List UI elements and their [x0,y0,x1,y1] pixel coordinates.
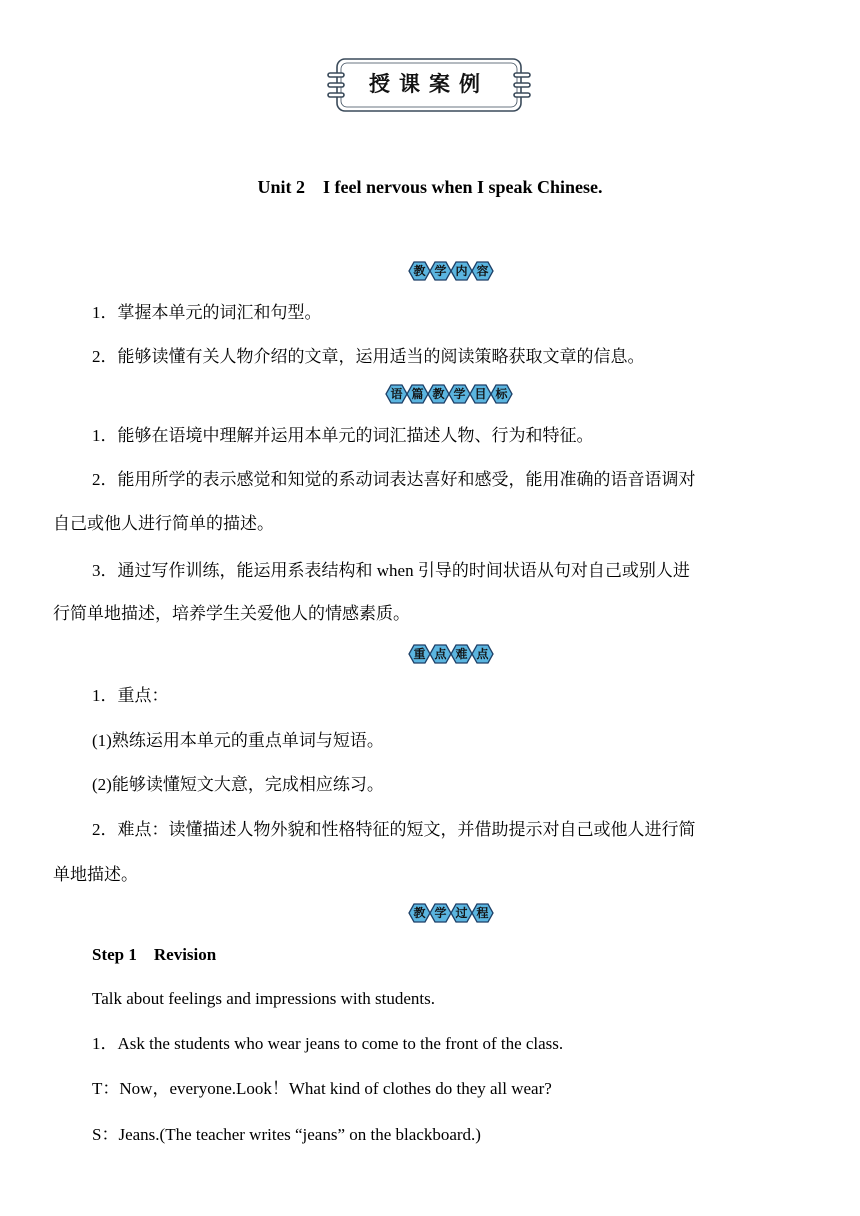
hexagon-label-char [427,384,450,404]
process-line-2: 1．Ask the students who wear jeans to come to the front of the class. [92,1034,564,1053]
process-line-3: T：Now，everyone.Look！What kind of clothes do they all wear? [92,1079,552,1098]
section-label-process-row [408,903,492,925]
hexagon-char: 学 [434,906,447,920]
hexagon-char: 过 [455,906,468,920]
hexagon-char: 教 [413,264,426,278]
hexagon-label-char [469,384,492,404]
section-label-goals-row [385,384,511,406]
header-badge [323,56,535,114]
hexagon-label-char [408,903,431,923]
hexagon-char: 教 [413,906,426,920]
hexagon-label-char [450,261,473,281]
hexagon-label-char [408,644,431,664]
hexagon-label-char [471,903,494,923]
hexagon-char: 点 [476,647,489,661]
key-point-1a: (1)熟练运用本单元的重点单词与短语。 [92,731,384,750]
hexagon-label-char [429,644,452,664]
content-item-2: 2．能够读懂有关人物介绍的文章，运用适当的阅读策略获取文章的信息。 [92,347,645,366]
hexagon-label-char [448,384,471,404]
process-line-1: Talk about feelings and impressions with students. [92,989,436,1008]
hexagon-char: 语 [390,387,403,401]
goal-item-3-line-1: 3．通过写作训练，能运用系表结构和 when 引导的时间状语从句对自己或别人进 [92,561,690,580]
hexagon-label-char [450,903,473,923]
hexagon-label-char [406,384,429,404]
hexagon-char: 内 [455,264,468,278]
content-item-1: 1．掌握本单元的词汇和句型。 [92,303,322,322]
section-label-content [408,261,492,283]
hexagon-char: 教 [432,387,445,401]
hexagon-label-char [429,903,452,923]
hexagon-char: 篇 [411,387,424,401]
process-line-4: S：Jeans.(The teacher writes “jeans” on the blackboard.) [92,1125,481,1144]
hexagon-label-char [471,644,494,664]
hexagon-char: 难 [455,647,468,661]
hexagon-char: 标 [495,387,508,401]
step-1-title: Step 1 Revision [92,945,217,964]
section-label-key-points-row [408,644,492,666]
hexagon-char: 重 [413,647,426,661]
hexagon-char: 学 [453,387,466,401]
hexagon-label-char [385,384,408,404]
goal-item-1: 1．能够在语境中理解并运用本单元的词汇描述人物、行为和特征。 [92,426,594,445]
hexagon-label-char [408,261,431,281]
hexagon-label-char [490,384,513,404]
key-point-1b: (2)能够读懂短文大意，完成相应练习。 [92,775,384,794]
section-label-goals [385,384,511,406]
unit-title: Unit 2 I feel nervous when I speak Chinese. [257,177,603,197]
hexagon-char: 目 [474,387,487,401]
goal-item-3-line-2: 行简单地描述，培养学生关爱他人的情感素质。 [53,604,410,623]
key-point-1: 1．重点： [92,686,169,705]
key-point-2-line-1: 2．难点：读懂描述人物外貌和性格特征的短文，并借助提示对自己或他人进行简 [92,820,696,839]
header-title: 授课案例 [369,72,489,96]
section-label-content-row [408,261,492,283]
hexagon-char: 点 [434,647,447,661]
hexagon-char: 学 [434,264,447,278]
section-label-key-points [408,644,492,666]
hexagon-label-char [450,644,473,664]
goal-item-2-line-2: 自己或他人进行简单的描述。 [53,514,274,533]
goal-item-2-line-1: 2．能用所学的表示感觉和知觉的系动词表达喜好和感受，能用准确的语音语调对 [92,470,696,489]
hexagon-label-char [429,261,452,281]
hexagon-label-char [471,261,494,281]
key-point-2-line-2: 单地描述。 [53,865,138,884]
hexagon-char: 程 [476,906,489,920]
hexagon-char: 容 [476,264,489,278]
section-label-process [408,903,492,925]
